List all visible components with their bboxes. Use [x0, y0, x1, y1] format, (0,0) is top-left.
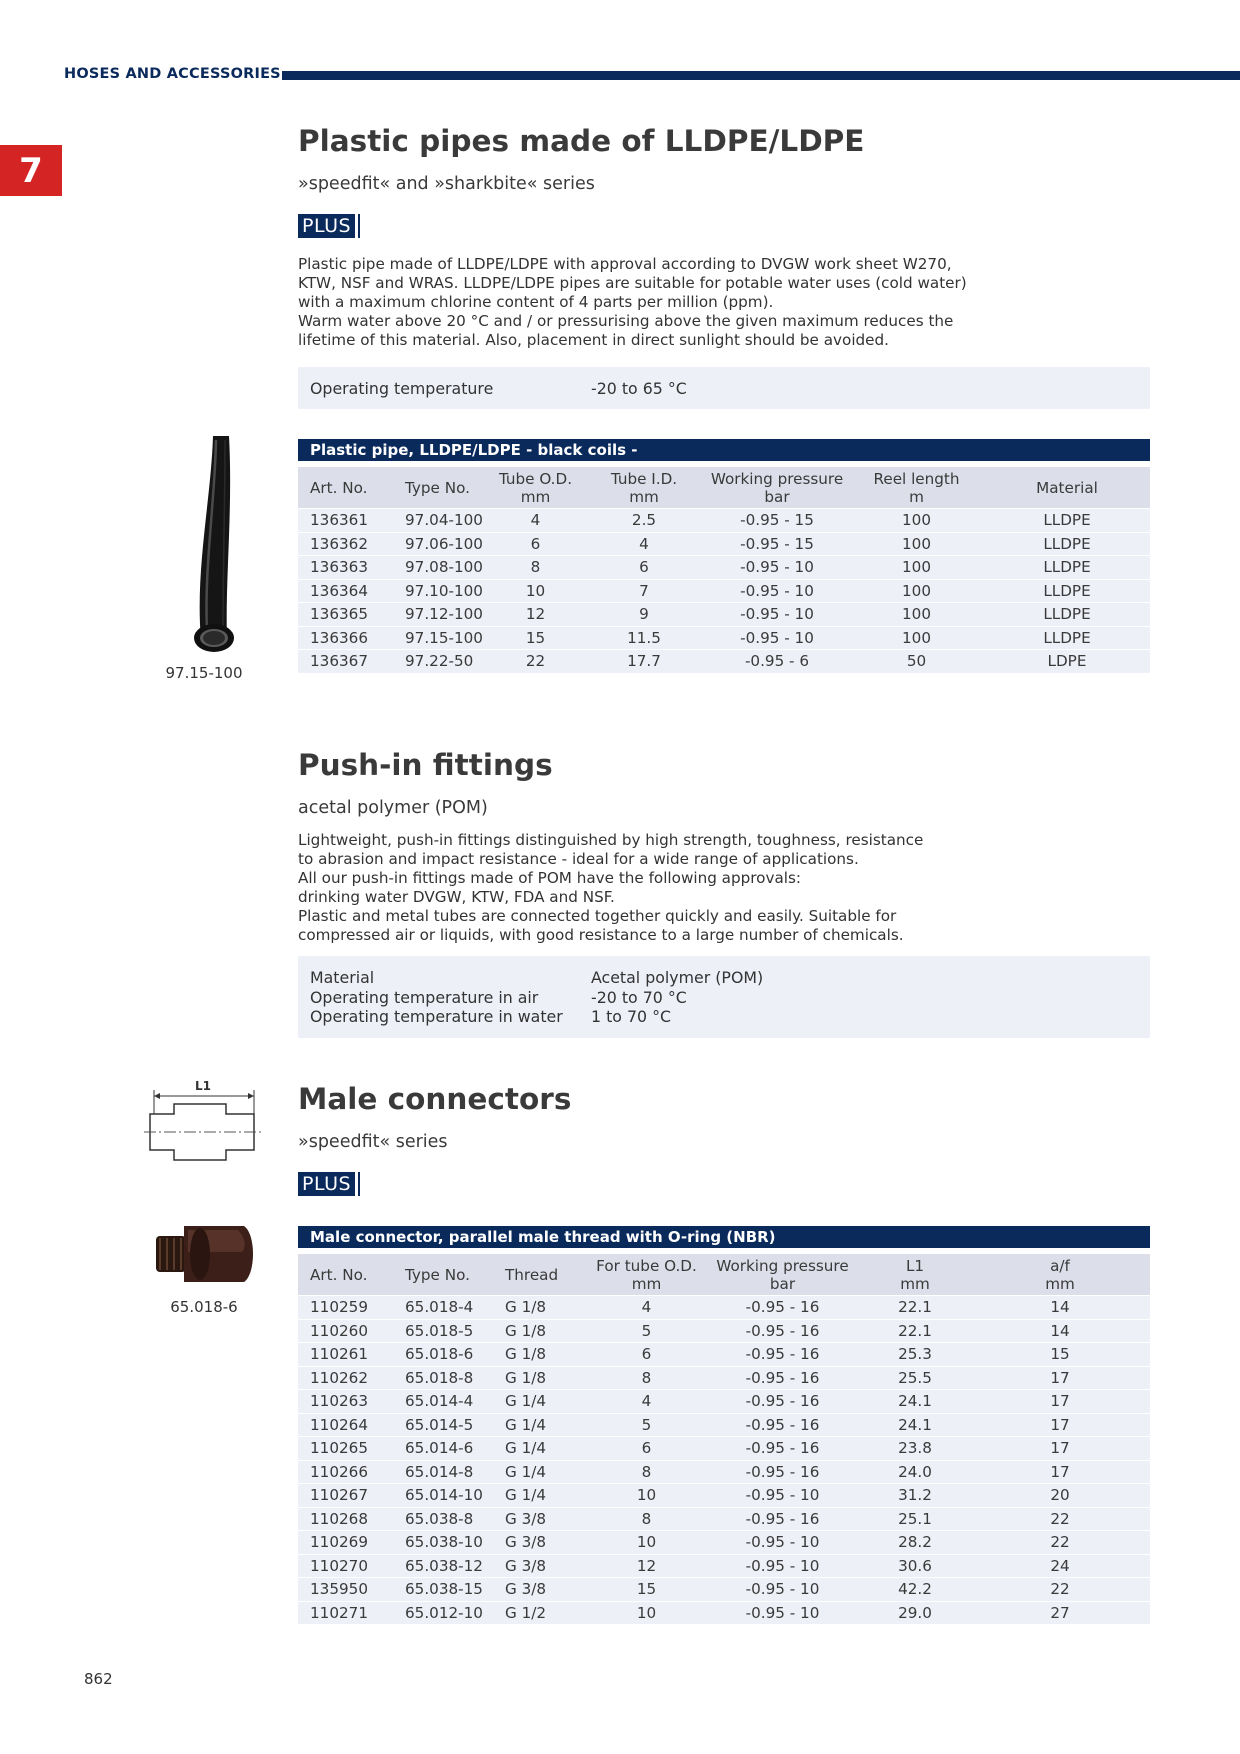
table-cell: -0.95 - 10 [705, 579, 849, 603]
table-cell: G 1/8 [493, 1343, 588, 1367]
table-cell: 110261 [298, 1343, 393, 1367]
table-cell: 6 [588, 1343, 705, 1367]
table-cell: 22.1 [860, 1319, 970, 1343]
table-cell: G 3/8 [493, 1578, 588, 1602]
spec-labels: Material Operating temperature in air Operating temperature in water [310, 968, 563, 1026]
header-rule [282, 71, 1240, 80]
table-cell: 65.012-10 [393, 1601, 493, 1624]
table-cell: G 3/8 [493, 1507, 588, 1531]
column-header-unit: mm [631, 1275, 662, 1293]
table-cell: 31.2 [860, 1484, 970, 1508]
column-header-unit: mm [520, 488, 551, 506]
table-row [298, 1484, 1150, 1508]
column-header [488, 467, 583, 509]
page-number: 862 [84, 1670, 113, 1688]
table-cell: 100 [849, 603, 984, 627]
table-cell: 6 [583, 556, 705, 580]
table-cell: 10 [588, 1531, 705, 1555]
table-cell: 100 [849, 579, 984, 603]
table-cell: LLDPE [984, 556, 1150, 580]
table-cell: 2.5 [583, 509, 705, 533]
table-cell: 110267 [298, 1484, 393, 1508]
column-header-label: L1 [905, 1257, 925, 1275]
table-row [298, 509, 1150, 533]
table-cell: 24.1 [860, 1413, 970, 1437]
table-cell: 100 [849, 626, 984, 650]
table-cell: 22 [970, 1531, 1150, 1555]
table-cell: 17 [970, 1413, 1150, 1437]
table-cell: 136361 [298, 509, 393, 533]
table-cell: 50 [849, 650, 984, 673]
table-cell: 27 [970, 1601, 1150, 1624]
dimension-drawing [142, 1080, 266, 1176]
section-description: Lightweight, push-in fittings distinguished by high strength, toughness, resistance to abrasion and impact resistance - ideal for a wide range of applications. All our push-in fittings made of POM have the following approvals: drinking water DVGW, KTW, FDA and NSF. Plastic and metal tubes are connected together quickly and easily. Suitable for compressed air or liquids, with good resistance to a large number of chemicals. [298, 831, 924, 944]
table-cell: 97.04-100 [393, 509, 488, 533]
table-cell: 4 [588, 1390, 705, 1414]
table-cell: 100 [849, 532, 984, 556]
table-cell: 22.1 [860, 1296, 970, 1320]
data-table [298, 467, 1150, 673]
table-cell: LLDPE [984, 509, 1150, 533]
table-cell: 135950 [298, 1578, 393, 1602]
table-cell: 65.018-5 [393, 1319, 493, 1343]
table-row [298, 1343, 1150, 1367]
table-cell: 136367 [298, 650, 393, 673]
table-cell: 110271 [298, 1601, 393, 1624]
table-cell: 14 [970, 1319, 1150, 1343]
column-header-unit: mm [1045, 1275, 1075, 1293]
table-cell: -0.95 - 10 [705, 626, 849, 650]
table-cell: 65.018-4 [393, 1296, 493, 1320]
table-cell: LLDPE [984, 626, 1150, 650]
table-cell: 136365 [298, 603, 393, 627]
table-cell: -0.95 - 10 [705, 1554, 860, 1578]
table-cell: 8 [588, 1366, 705, 1390]
column-header-unit: mm [900, 1275, 930, 1293]
table-row [298, 1366, 1150, 1390]
table-cell: 17.7 [583, 650, 705, 673]
column-header-label: a/f [1050, 1257, 1070, 1275]
table-cell: 65.018-6 [393, 1343, 493, 1367]
table-cell: 8 [588, 1507, 705, 1531]
table-cell: 110259 [298, 1296, 393, 1320]
table-cell: 65.038-8 [393, 1507, 493, 1531]
table-row [298, 556, 1150, 580]
table-cell: 97.10-100 [393, 579, 488, 603]
table-row [298, 1554, 1150, 1578]
table-row [298, 1531, 1150, 1555]
section-title-push-in-fittings: Push-in fittings [298, 748, 553, 782]
table-cell: -0.95 - 15 [705, 509, 849, 533]
table-cell: 8 [588, 1460, 705, 1484]
table-cell: 25.1 [860, 1507, 970, 1531]
table-cell: -0.95 - 10 [705, 556, 849, 580]
table-cell: 30.6 [860, 1554, 970, 1578]
table-cell: 110266 [298, 1460, 393, 1484]
table-cell: 65.014-4 [393, 1390, 493, 1414]
dimension-label: L1 [195, 1079, 211, 1093]
image-caption: 65.018-6 [170, 1298, 238, 1316]
table-cell: 22 [488, 650, 583, 673]
table-cell: 6 [588, 1437, 705, 1461]
table-row [298, 650, 1150, 673]
table-cell: G 1/8 [493, 1296, 588, 1320]
table-cell: 110270 [298, 1554, 393, 1578]
table-male-connector [298, 1226, 1150, 1624]
table-cell: 5 [588, 1319, 705, 1343]
table-cell: 136364 [298, 579, 393, 603]
table-plastic-pipe [298, 439, 1150, 673]
table-cell: 110264 [298, 1413, 393, 1437]
table-row [298, 1437, 1150, 1461]
table-cell: 17 [970, 1390, 1150, 1414]
table-cell: G 1/4 [493, 1390, 588, 1414]
table-cell: 24.1 [860, 1390, 970, 1414]
table-row [298, 1319, 1150, 1343]
column-header [298, 467, 393, 509]
table-cell: -0.95 - 15 [705, 532, 849, 556]
column-header-label: Working pressure [716, 1257, 849, 1275]
column-header-unit: bar [764, 488, 790, 506]
table-cell: 10 [588, 1601, 705, 1624]
table-row [298, 1390, 1150, 1414]
plus-badge-label: PLUS [298, 1172, 355, 1196]
table-cell: -0.95 - 16 [705, 1507, 860, 1531]
section-subtitle: »speedfit« series [298, 1132, 448, 1152]
table-cell: G 1/4 [493, 1460, 588, 1484]
table-cell: 15 [588, 1578, 705, 1602]
table-cell: G 1/4 [493, 1437, 588, 1461]
column-header [493, 1254, 588, 1296]
table-cell: 136366 [298, 626, 393, 650]
table-cell: 110268 [298, 1507, 393, 1531]
table-cell: 24 [970, 1554, 1150, 1578]
section-title-plastic-pipes: Plastic pipes made of LLDPE/LDPE [298, 124, 865, 158]
column-header [583, 467, 705, 509]
table-cell: -0.95 - 16 [705, 1390, 860, 1414]
table-cell: 65.014-5 [393, 1413, 493, 1437]
table-cell: -0.95 - 16 [705, 1296, 860, 1320]
table-cell: -0.95 - 10 [705, 1531, 860, 1555]
table-cell: 22 [970, 1507, 1150, 1531]
section-description: Plastic pipe made of LLDPE/LDPE with approval according to DVGW work sheet W270, KTW, NSF and WRAS. LLDPE/LDPE pipes are suitable for potable water uses (cold water) with a maximum chlorine content of 4 parts per million (ppm). Warm water above 20 °C and / or pressurising above the given maximum reduces the lifetime of this material. Also, placement in direct sunlight should be avoided. [298, 255, 967, 349]
table-cell: 23.8 [860, 1437, 970, 1461]
table-cell: 97.12-100 [393, 603, 488, 627]
table-cell: -0.95 - 10 [705, 1578, 860, 1602]
table-cell: G 3/8 [493, 1531, 588, 1555]
table-cell: 29.0 [860, 1601, 970, 1624]
column-header [393, 467, 488, 509]
table-cell: 12 [588, 1554, 705, 1578]
pipe-coil-image [155, 430, 265, 664]
spec-labels: Operating temperature [310, 379, 494, 398]
table-cell: 12 [488, 603, 583, 627]
table-cell: 25.3 [860, 1343, 970, 1367]
column-header [705, 1254, 860, 1296]
table-cell: LLDPE [984, 579, 1150, 603]
table-cell: 15 [488, 626, 583, 650]
table-cell: -0.95 - 16 [705, 1437, 860, 1461]
table-cell: 97.22-50 [393, 650, 488, 673]
table-cell: 65.038-12 [393, 1554, 493, 1578]
table-cell: 65.038-10 [393, 1531, 493, 1555]
table-cell: 136362 [298, 532, 393, 556]
table-cell: 28.2 [860, 1531, 970, 1555]
table-cell: 6 [488, 532, 583, 556]
table-cell: -0.95 - 16 [705, 1319, 860, 1343]
table-cell: -0.95 - 16 [705, 1366, 860, 1390]
table-cell: -0.95 - 16 [705, 1413, 860, 1437]
table-cell: -0.95 - 10 [705, 1484, 860, 1508]
table-cell: 8 [488, 556, 583, 580]
table-cell: G 1/4 [493, 1484, 588, 1508]
table-cell: 65.038-15 [393, 1578, 493, 1602]
table-cell: 100 [849, 556, 984, 580]
table-cell: G 1/2 [493, 1601, 588, 1624]
section-title-male-connectors: Male connectors [298, 1082, 572, 1116]
table-row [298, 1578, 1150, 1602]
table-cell: -0.95 - 10 [705, 1601, 860, 1624]
table-cell: G 3/8 [493, 1554, 588, 1578]
column-header-label: Art. No. [310, 1266, 368, 1284]
table-cell: LDPE [984, 650, 1150, 673]
table-cell: 9 [583, 603, 705, 627]
column-header-label: Art. No. [310, 479, 368, 497]
table-cell: 110269 [298, 1531, 393, 1555]
table-cell: 17 [970, 1460, 1150, 1484]
table-cell: G 1/4 [493, 1413, 588, 1437]
column-header-label: Tube O.D. [498, 470, 573, 488]
table-cell: G 1/8 [493, 1319, 588, 1343]
table-row [298, 1296, 1150, 1320]
table-cell: 4 [488, 509, 583, 533]
table-cell: LLDPE [984, 603, 1150, 627]
section-subtitle: »speedfit« and »sharkbite« series [298, 174, 595, 194]
table-cell: 17 [970, 1437, 1150, 1461]
male-connector-image [148, 1218, 260, 1294]
plus-badge [298, 1172, 360, 1196]
data-table [298, 1254, 1150, 1624]
column-header-unit: bar [769, 1275, 796, 1293]
table-cell: 110263 [298, 1390, 393, 1414]
table-cell: -0.95 - 16 [705, 1343, 860, 1367]
column-header [860, 1254, 970, 1296]
spec-values: Acetal polymer (POM) -20 to 70 °C 1 to 70 °C [591, 968, 764, 1026]
column-header [970, 1254, 1150, 1296]
table-cell: -0.95 - 16 [705, 1460, 860, 1484]
plus-badge [298, 214, 360, 238]
table-cell: -0.95 - 10 [705, 603, 849, 627]
column-header [705, 467, 849, 509]
table-cell: 10 [588, 1484, 705, 1508]
table-cell: 15 [970, 1343, 1150, 1367]
table-cell: 10 [488, 579, 583, 603]
table-row [298, 1601, 1150, 1624]
table-row [298, 1413, 1150, 1437]
table-cell: 22 [970, 1578, 1150, 1602]
table-cell: 14 [970, 1296, 1150, 1320]
table-cell: 110260 [298, 1319, 393, 1343]
table-cell: G 1/8 [493, 1366, 588, 1390]
spec-values: -20 to 65 °C [591, 379, 687, 398]
table-cell: 136363 [298, 556, 393, 580]
column-header-label: Material [1036, 479, 1098, 497]
section-header: HOSES AND ACCESSORIES [64, 66, 281, 82]
table-cell: 110262 [298, 1366, 393, 1390]
table-cell: 97.06-100 [393, 532, 488, 556]
column-header [984, 467, 1150, 509]
table-row [298, 626, 1150, 650]
table-row [298, 603, 1150, 627]
table-cell: 65.014-6 [393, 1437, 493, 1461]
plus-badge-label: PLUS [298, 214, 355, 238]
table-cell: 110265 [298, 1437, 393, 1461]
table-cell: 4 [588, 1296, 705, 1320]
table-cell: 100 [849, 509, 984, 533]
table-title: Male connector, parallel male thread with O-ring (NBR) [298, 1226, 1150, 1248]
table-cell: LLDPE [984, 532, 1150, 556]
table-cell: 20 [970, 1484, 1150, 1508]
table-cell: 97.08-100 [393, 556, 488, 580]
column-header [588, 1254, 705, 1296]
column-header-label: Working pressure [710, 470, 844, 488]
table-cell: 4 [583, 532, 705, 556]
table-cell: 42.2 [860, 1578, 970, 1602]
table-cell: 7 [583, 579, 705, 603]
column-header-label: Thread [505, 1266, 559, 1284]
spec-box [298, 367, 1150, 409]
table-row [298, 579, 1150, 603]
table-row [298, 1460, 1150, 1484]
table-title: Plastic pipe, LLDPE/LDPE - black coils - [298, 439, 1150, 461]
table-cell: 65.014-8 [393, 1460, 493, 1484]
column-header [298, 1254, 393, 1296]
section-subtitle: acetal polymer (POM) [298, 798, 488, 818]
table-cell: 24.0 [860, 1460, 970, 1484]
table-cell: -0.95 - 6 [705, 650, 849, 673]
column-header [393, 1254, 493, 1296]
column-header-unit: m [909, 488, 924, 506]
chapter-tab: 7 [0, 145, 62, 196]
table-row [298, 1507, 1150, 1531]
table-cell: 65.018-8 [393, 1366, 493, 1390]
table-cell: 17 [970, 1366, 1150, 1390]
table-cell: 65.014-10 [393, 1484, 493, 1508]
column-header [849, 467, 984, 509]
image-caption: 97.15-100 [165, 664, 243, 682]
table-cell: 25.5 [860, 1366, 970, 1390]
column-header-unit: mm [629, 488, 659, 506]
column-header-label: Type No. [405, 1266, 470, 1284]
column-header-label: Reel length [873, 470, 960, 488]
spec-box [298, 956, 1150, 1038]
column-header-label: Tube I.D. [610, 470, 678, 488]
column-header-label: Type No. [405, 479, 470, 497]
table-cell: 97.15-100 [393, 626, 488, 650]
column-header-label: For tube O.D. [596, 1257, 697, 1275]
table-cell: 5 [588, 1413, 705, 1437]
table-row [298, 532, 1150, 556]
table-cell: 11.5 [583, 626, 705, 650]
